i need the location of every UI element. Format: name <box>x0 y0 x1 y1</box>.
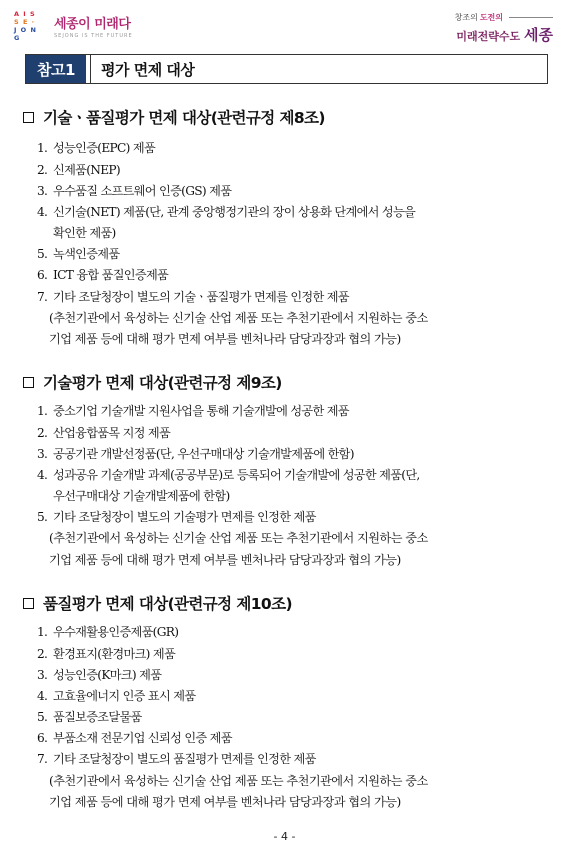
list-item: 7. 기타 조달청장이 별도의 기술ㆍ품질평가 면제를 인정한 제품 <box>37 290 349 304</box>
logo-name: 세종이 미래다 <box>54 17 131 32</box>
list-item: 5. 녹색인증제품 <box>37 247 120 261</box>
list-item: 4. 신기술(NET) 제품(단, 관계 중앙행정기관의 장이 상용화 단계에서 성능을 <box>37 205 416 219</box>
section-heading: 기술평가 면제 대상(관련규정 제9조) <box>23 371 282 393</box>
list-item: 6. ICT 융합 품질인증제품 <box>37 268 169 282</box>
list-item: 2. 신제품(NEP) <box>37 163 120 177</box>
note-line: 기업 제품 등에 대해 평가 면제 여부를 벤처나라 담당과장과 협의 가능) <box>49 332 401 346</box>
list-item: 1. 중소기업 기술개발 지원사업을 통해 기술개발에 성공한 제품 <box>37 404 349 418</box>
section-heading: 기술ㆍ품질평가 면제 대상(관련규정 제8조) <box>23 106 325 128</box>
list-item: 3. 공공기관 개발선정품(단, 우선구매대상 기술개발제품에 한함) <box>37 447 354 461</box>
list-item: 5. 품질보증조달물품 <box>37 710 142 724</box>
list-item: 1. 우수재활용인증제품(GR) <box>37 625 179 639</box>
checkbox-square-icon <box>23 598 34 609</box>
note-line: 기업 제품 등에 대해 평가 면제 여부를 벤처나라 담당과장과 협의 가능) <box>49 553 401 567</box>
note-line: (추천기관에서 육성하는 신기술 산업 제품 또는 추천기관에서 지원하는 중소 <box>49 774 428 788</box>
slogan-divider <box>509 17 553 18</box>
section-heading: 품질평가 면제 대상(관련규정 제10조) <box>23 592 292 614</box>
list-item: 3. 성능인증(K마크) 제품 <box>37 668 162 682</box>
list-item: 1. 성능인증(EPC) 제품 <box>37 141 156 155</box>
page-header <box>0 0 569 52</box>
list-item: 3. 우수품질 소프트웨어 인증(GS) 제품 <box>37 184 232 198</box>
city-slogan: 창조의 도전의 미래전략수도 세종 <box>454 13 553 44</box>
note-line: (추천기관에서 육성하는 신기술 산업 제품 또는 추천기관에서 지원하는 중소 <box>49 311 428 325</box>
list-item: 4. 성과공유 기술개발 과제(공공부문)로 등록되어 기술개발에 성공한 제품(단, <box>37 468 420 482</box>
reference-tag: 참고1 <box>26 55 86 83</box>
list-item: 2. 환경표지(환경마크) 제품 <box>37 647 176 661</box>
list-item-continuation: 확인한 제품) <box>53 226 116 240</box>
list-item: 4. 고효율에너지 인증 표시 제품 <box>37 689 196 703</box>
list-item-continuation: 우선구매대상 기술개발제품에 한함) <box>53 489 230 503</box>
page-number: - 4 - <box>273 830 296 843</box>
sejong-logo <box>14 10 133 42</box>
list-item: 7. 기타 조달청장이 별도의 품질평가 면제를 인정한 제품 <box>37 752 316 766</box>
note-line: 기업 제품 등에 대해 평가 면제 여부를 벤처나라 담당과장과 협의 가능) <box>49 795 401 809</box>
list-item: 6. 부품소재 전문기업 신뢰성 인증 제품 <box>37 731 232 745</box>
logo-tagline: SEJONG IS THE FUTURE <box>54 33 133 39</box>
reference-title-bar <box>25 54 548 84</box>
sejong-logo-mark: A I S S E · J O N G <box>14 10 37 42</box>
list-item: 5. 기타 조달청장이 별도의 기술평가 면제를 인정한 제품 <box>37 510 316 524</box>
checkbox-square-icon <box>23 112 34 123</box>
list-item: 2. 산업융합품목 지정 제품 <box>37 426 171 440</box>
checkbox-square-icon <box>23 377 34 388</box>
note-line: (추천기관에서 육성하는 신기술 산업 제품 또는 추천기관에서 지원하는 중소 <box>49 531 428 545</box>
reference-title: 평가 면제 대상 <box>90 55 547 83</box>
